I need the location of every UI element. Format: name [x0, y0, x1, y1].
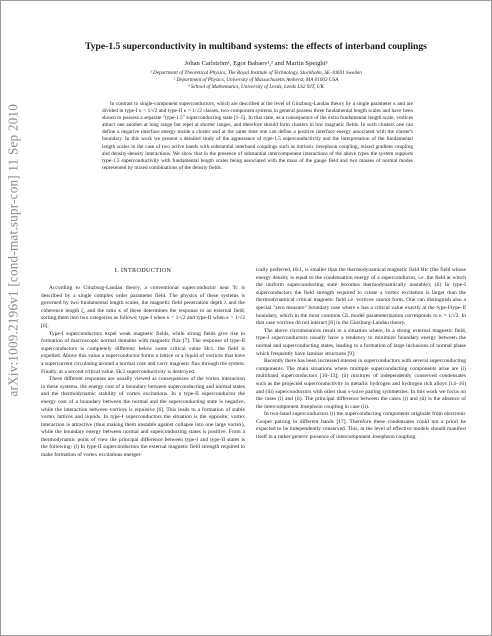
right-column — [256, 267, 466, 442]
section-heading: I. INTRODUCTION — [114, 267, 172, 274]
affiliation-1: ¹ Department of Theoretical Physics, The Royal Institute of Technology, Stockholm, SE-10691 Sweden — [150, 70, 362, 76]
paragraph: Type-I superconductors expel weak magnetic fields, while strong fields give rise to formation of macroscopic normal domains with magnetic flux [7]. The response of type-II superconductors is completely different; below some critical value Hc1, the field is expelled. Above this value a superconductor forms a lattice or a liquid of vortices that have a supercurrent circulating around a normal core and carry magnetic flux through the system. Finally, at a second critical value, Hc2 superconductivity is destroyed. — [41, 330, 245, 375]
abstract: In contrast to single-component superconductors, which are described at the level of Ginzburg-Landau theory by a single parameter κ and are divided in type-I κ < 1/√2 and type-II κ > 1/√2 classes, two-component systems in general possess three fundamental length scales and have been shown to possess a separate "type-1.5" superconducting state [1–5]. In that state, as a consequence of the extra fundamental length scale, vortices attract one another at long range but repel at shorter ranges, and therefore should form clusters in low magnetic fields. In such clusters one can define a negative interface energy inside a cluster and at the same time one can define a positive interface energy associated with the cluster's boundary. In this work we present a detailed study of the appearance of type-1.5 superconductivity and the interpretation of the fundamental length scales in the case of two active bands with substantial interband couplings such as intrinsic Josephson coupling, mixed gradient coupling and density-density interactions. We show that in the presence of substantial intercomponent interactions of the above types the system supports type-1.5 superconductivity with fundamental length scales being associated with the mass of the gauge field and two masses of normal modes represented by mixed combinations of the density fields. — [102, 101, 413, 171]
affiliation-3: ³ School of Mathematics, University of Leeds, Leeds LS2 9JT, UK — [188, 84, 324, 90]
paragraph: In two-band superconductors (i) the superconducting components originate from electronic Cooper pairing in different bands [17]. Therefore these condensates could not a priori be expected to be independently conserved. This, at the level of effective models should manifest itself in a rather generic presence of intercomponent Josephson coupling. — [256, 411, 466, 441]
paragraph: The above circumstances result in a situation where, in a strong external magnetic field, type-I superconductors usually have a tendency to minimize boundary energy between the normal and superconducting states, leading to a formation of large inclusions of normal phase which frequently have laminar structures [9]. — [256, 327, 466, 357]
paragraph: These different responses are usually viewed as consequences of the vortex interaction in these systems, the energy cost of a boundary between superconducting and normal states and the thermodynamic stability of vortex excitations. In a type-II superconductor the energy cost of a boundary between the normal and the superconducting state is negative, while the interaction between vortices is repulsive [6]. This leads to a formation of stable vortex lattices and liquids. In type-I superconductors the situation is the opposite; vortex interaction is attractive (thus making them unstable against collapse into one large vortex), while the boundary energy between normal and superconducting states is positive. From a thermodynamic point of view the principal difference between type-I and type-II states is the following: (i) In type-II superconductors the external magnetic field strength required to make formation of vortex excitations energet- — [41, 376, 245, 459]
paragraph: Recently there has been increased interest in superconductors with several superconducting components. The main situations where multiple superconducting components arise are (i) multiband superconductors [10–13]; (ii) mixtures of independently conserved condensates such as the projected superconductivity in metallic hydrogen and hydrogen rich alloys [14–16] and (iii) superconductors with other than s-wave pairing symmetries. In this work we focus on the cases (i) and (ii). The principal difference between the cases (i) and (ii) is the absence of the intercomponent Josephson coupling in case (ii). — [256, 358, 466, 410]
arxiv-identifier: arXiv:1009.2196v1 [cond-mat.supr-con] 11 Sep 2010 — [5, 103, 21, 397]
paragraph: ically preferred, Hc1, is smaller than the thermodynamical magnetic field Htc (the field whose energy density is equal to the condensation energy of a superconductor, i.e. the field at which the uniform superconducting state becomes thermodynamically unstable); (ii) In type-I superconductors the field strength required to create a vortex excitation is larger than the thermodynamical critical magnetic field i.e. vortices cannot form. One can distinguish also a special "zero measure" boundary case where κ has a critical value exactly at the type-I/type-II boundary, which in the most common GL model parameterization corresponds to κ = 1/√2. In that case vortices do not interact [8] in the Ginzburg-Landau theory. — [256, 267, 466, 327]
left-column — [41, 285, 245, 460]
affiliation-2: ² Department of Physics, University of Massachusetts Amherst, MA 01003 USA — [173, 77, 339, 83]
author-list: Johan Carlström¹, Egor Babaev¹,² and Martin Speight³ — [184, 60, 328, 67]
paper-title: Type-1.5 superconductivity in multiband systems: the effects of interband couplings — [85, 41, 427, 52]
paragraph: According to Ginzburg-Landau theory, a conventional superconductor near Tc is described by a single complex order parameter field. The physics of these systems is governed by two fundamental length scales, the magnetic field penetration depth λ and the coherence length ξ, and the ratio κ of these determines the response to an external field, sorting them into two categories as follows; type-I when κ < 1/√2 and type-II when κ > 1/√2 [6]. — [41, 285, 245, 329]
